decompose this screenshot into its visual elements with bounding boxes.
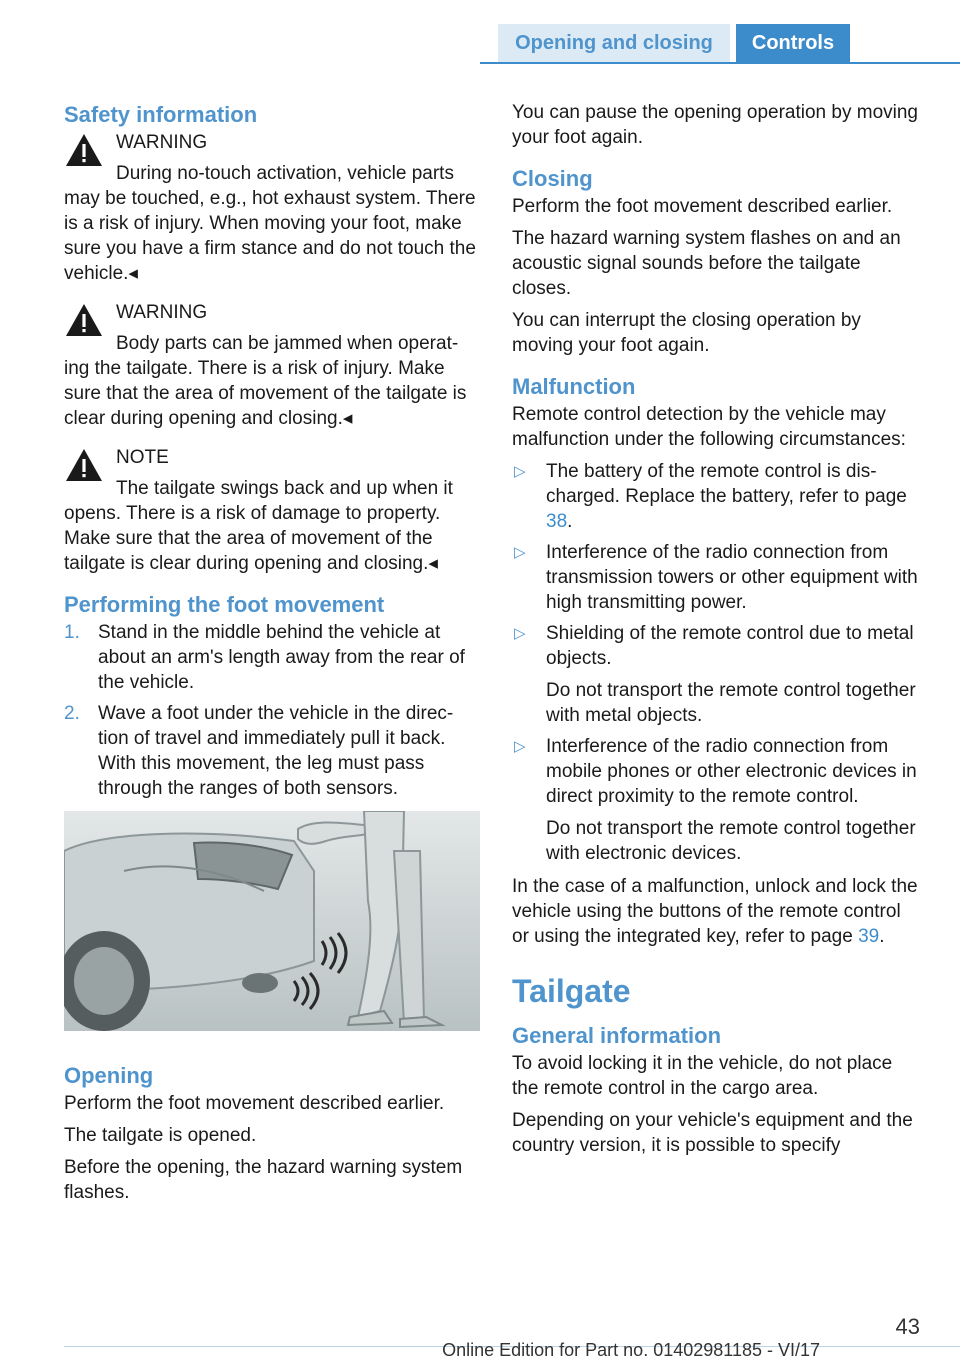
bullet-triangle-icon: ▷: [514, 463, 526, 480]
tab-opening-and-closing[interactable]: Opening and closing: [498, 24, 730, 62]
warning-triangle-icon: [64, 132, 104, 168]
list-item: [64, 620, 476, 695]
foot-movement-illustration: [64, 811, 480, 1031]
warning-label: WARNING: [116, 302, 208, 323]
note-label: NOTE: [116, 447, 169, 468]
step-text: Stand in the middle behind the vehicle at about an arm's length away from the rear of the vehicle.: [98, 622, 465, 693]
warning-block-1: [64, 130, 476, 286]
list-item: [64, 701, 476, 801]
list-item: [512, 459, 920, 534]
opening-heading: Opening: [64, 1063, 154, 1088]
safety-information-heading: Safety information: [64, 102, 258, 127]
malfunction-text-end: .: [879, 926, 885, 947]
bullet-triangle-icon: ▷: [514, 738, 526, 755]
page-link-39[interactable]: 39: [858, 926, 880, 947]
foot-movement-steps: [64, 620, 476, 801]
step-text: Wave a foot under the vehicle in the direction of travel and immediately pull it back. With this movement, the leg must pass through the ranges of both sensors.: [98, 703, 454, 799]
step-number: 1.: [64, 622, 80, 643]
bullet-text-end: .: [567, 511, 573, 532]
warning-label: WARNING: [116, 132, 208, 153]
pause-paragraph: You can pause the opening operation by moving your foot again.: [512, 102, 918, 148]
malfunction-list: [512, 459, 920, 866]
page-number: 43: [895, 1314, 920, 1339]
warning-block-2: [64, 300, 476, 431]
opening-paragraph-1: Perform the foot movement described earlier.: [64, 1093, 445, 1114]
step-number: 2.: [64, 703, 80, 724]
list-item: [512, 540, 920, 615]
list-item: [512, 621, 920, 728]
general-information-heading: General information: [512, 1023, 722, 1048]
warning-triangle-icon: [64, 447, 104, 483]
bullet-subtext: Do not transport the remote control together with metal objects.: [546, 680, 916, 726]
general-paragraph-2: Depending on your vehicle's equipment and the country version, it is possible to specify: [512, 1110, 913, 1156]
header-tabs: [480, 24, 960, 64]
note-text: The tailgate swings back and up when it opens. There is a risk of damage to property. Make sure that the area of movement of the tailgate is clear during opening and closing.◂: [64, 478, 453, 574]
foot-movement-heading: Performing the foot movement: [64, 592, 385, 617]
bullet-subtext: Do not transport the remote control together with electronic devices.: [546, 818, 916, 864]
tab-controls[interactable]: Controls: [736, 24, 850, 62]
general-paragraph-1: To avoid locking it in the vehicle, do not place the remote control in the cargo area.: [512, 1053, 893, 1099]
list-item: [512, 734, 920, 866]
warning-text: During no-touch activation, vehicle parts may be touched, e.g., hot exhaust system. There is a risk of injury. When moving your foot, make sure you have a firm stance and do not touch the vehicle.◂: [64, 163, 476, 284]
left-column: [64, 100, 476, 1212]
bullet-triangle-icon: ▷: [514, 544, 526, 561]
page-link-38[interactable]: 38: [546, 511, 568, 532]
malfunction-paragraph: [512, 874, 920, 949]
malfunction-text: In the case of a malfunction, unlock and lock the vehicle using the buttons of the remote control or using the integrated key, refer to page: [512, 876, 918, 947]
malfunction-intro: Remote control detection by the vehicle may malfunction under the following circumstances:: [512, 404, 906, 450]
opening-paragraph-2: The tailgate is opened.: [64, 1125, 257, 1146]
bullet-text: Interference of the radio connection from mobile phones or other electronic devices in direct proximity to the remote control.: [546, 736, 917, 807]
warning-triangle-icon: [64, 302, 104, 338]
note-block: [64, 445, 476, 576]
right-column: [512, 100, 920, 1165]
opening-paragraph-3: Before the opening, the hazard warning system flashes.: [64, 1157, 463, 1203]
malfunction-heading: Malfunction: [512, 374, 636, 399]
bullet-text: Interference of the radio connection from transmission towers or other equipment with high transmitting power.: [546, 542, 918, 613]
bullet-triangle-icon: ▷: [514, 625, 526, 642]
tailgate-heading: Tailgate: [512, 973, 631, 1009]
edition-footer: Online Edition for Part no. 01402981185 - VI/17: [442, 1340, 820, 1360]
bullet-text: The battery of the remote control is discharged. Replace the battery, refer to page: [546, 461, 907, 507]
closing-paragraph-3: You can interrupt the closing operation by moving your foot again.: [512, 310, 861, 356]
closing-paragraph-2: The hazard warning system flashes on and an acoustic signal sounds before the tailgate closes.: [512, 228, 901, 299]
bullet-text: Shielding of the remote control due to metal objects.: [546, 623, 914, 669]
warning-text: Body parts can be jammed when operating the tailgate. There is a risk of injury. Make sure that the area of movement of the tailgate is clear during opening and closing.◂: [64, 333, 467, 429]
closing-heading: Closing: [512, 166, 593, 191]
closing-paragraph-1: Perform the foot movement described earlier.: [512, 196, 893, 217]
